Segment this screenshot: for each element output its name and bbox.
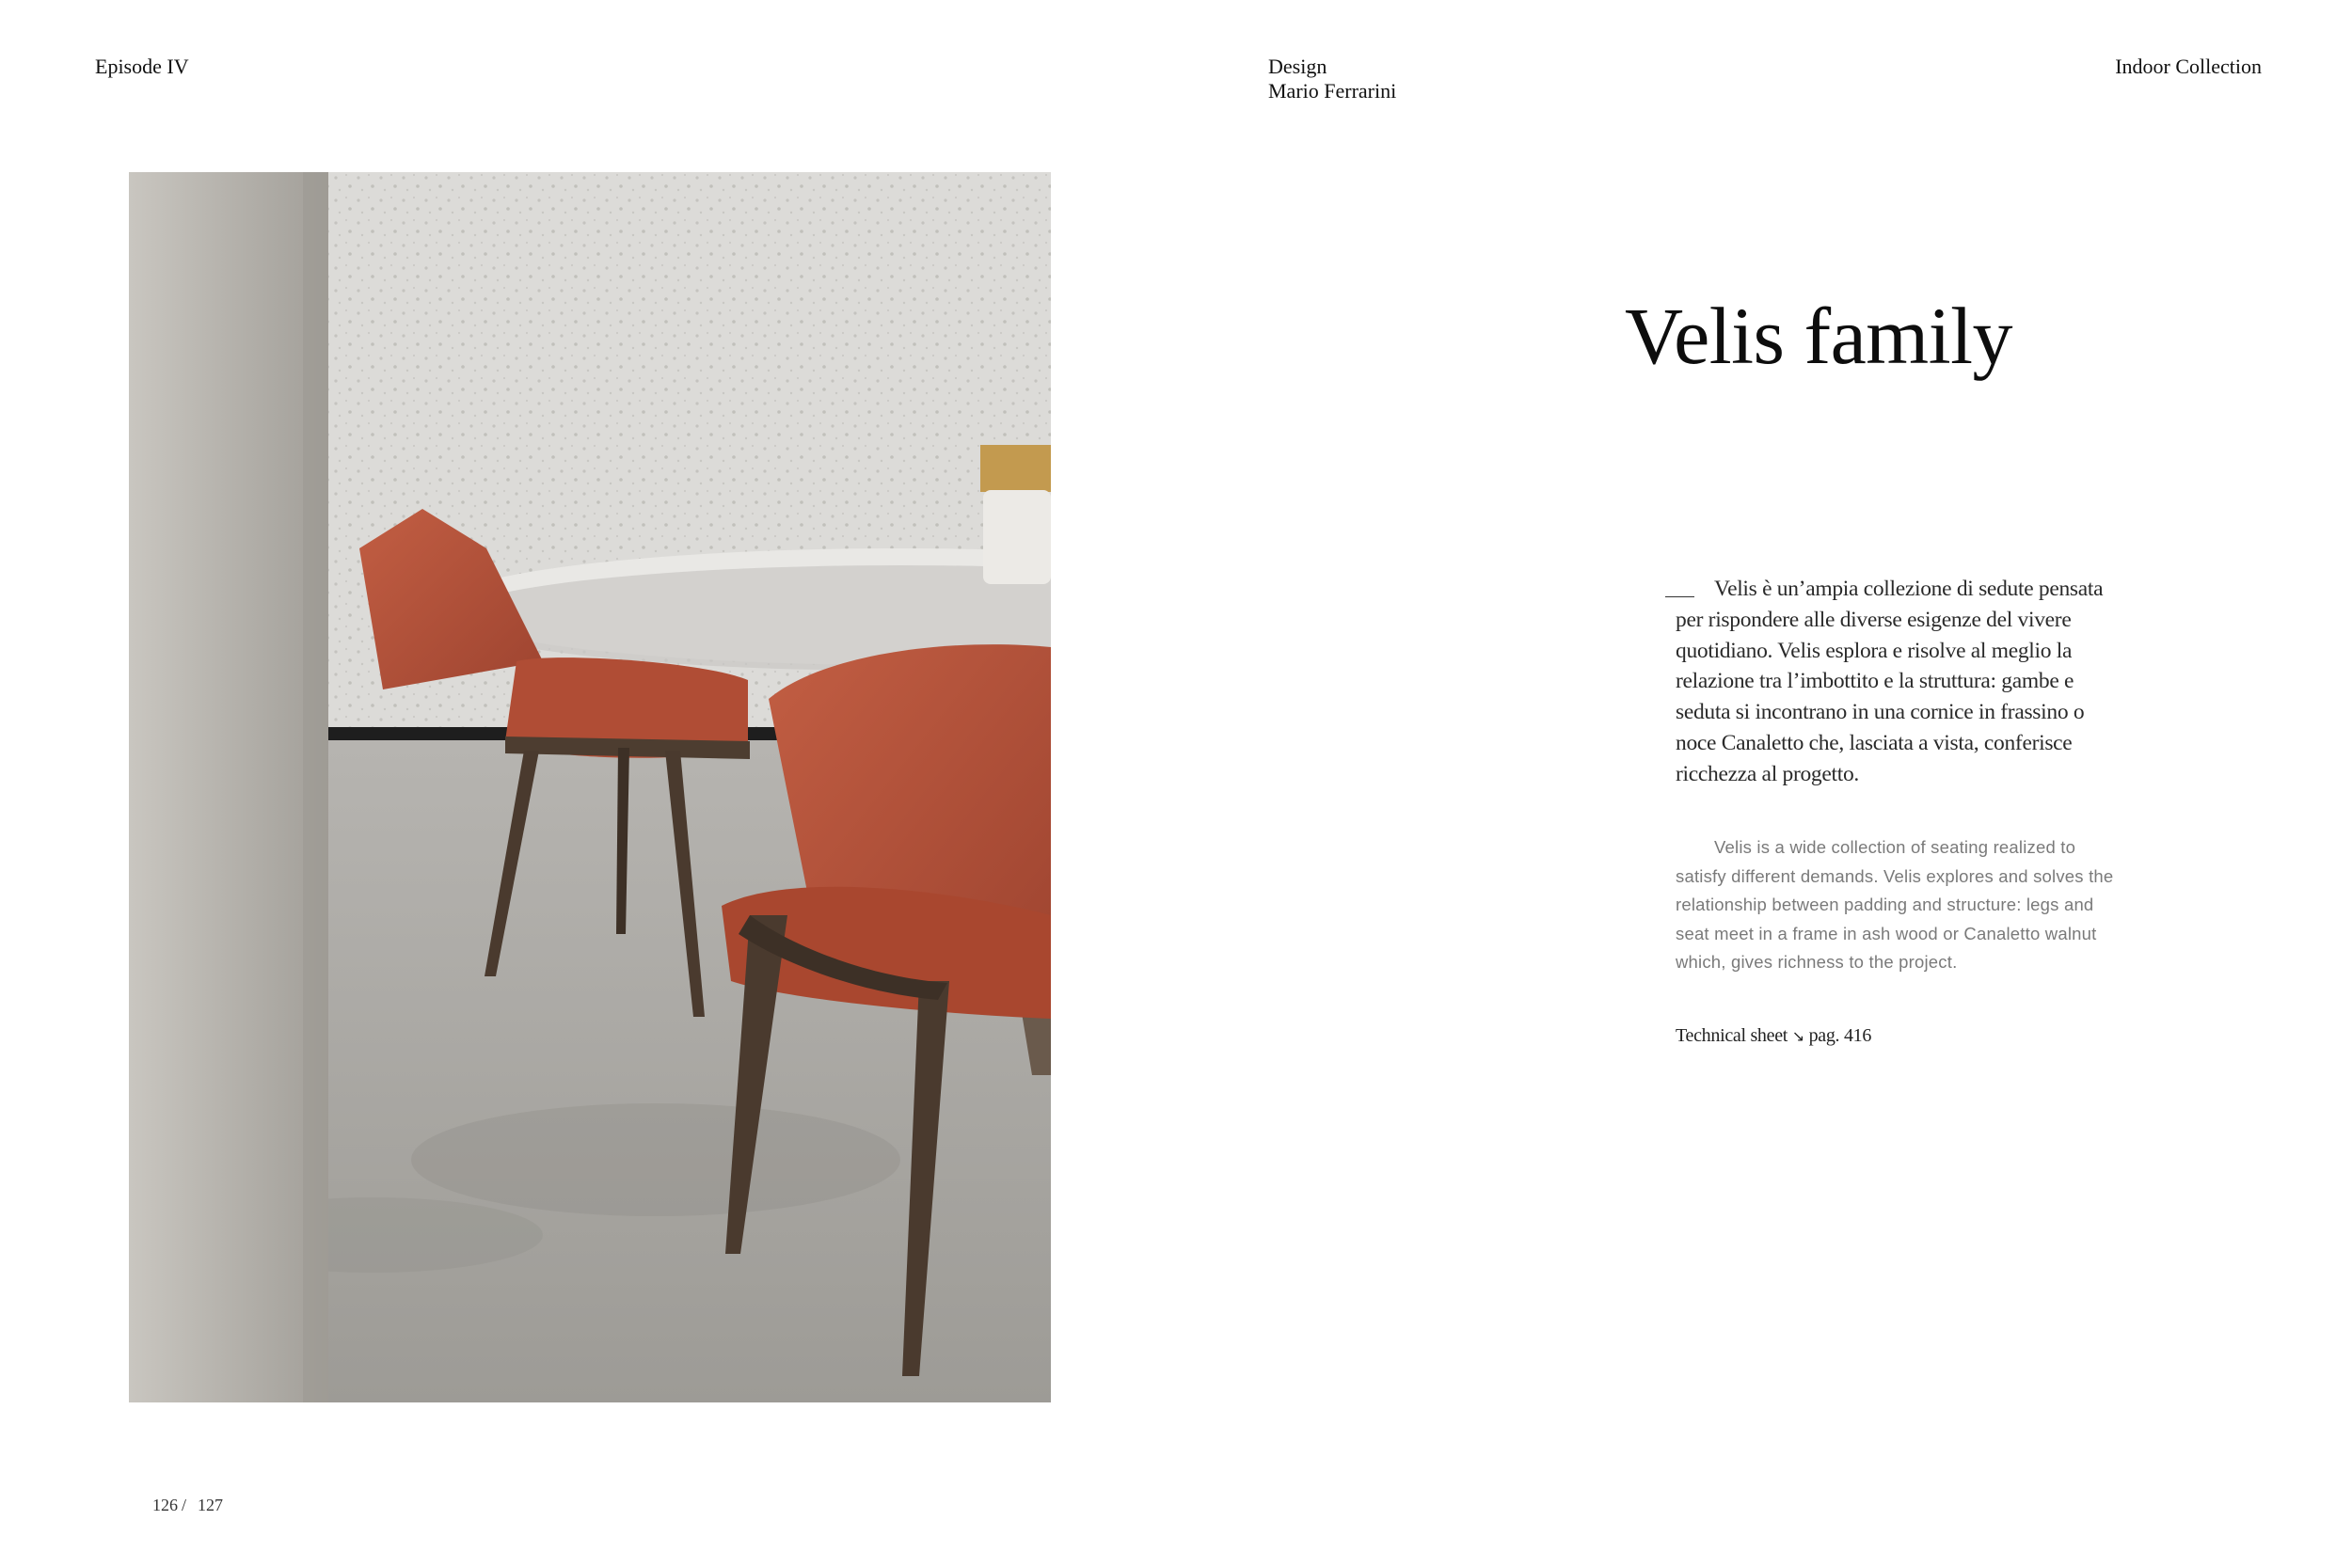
page-number-left: 126: [152, 1496, 178, 1514]
header-collection: Indoor Collection: [2115, 55, 2262, 78]
page-number-separator: /: [182, 1496, 187, 1514]
header-designer: [1268, 55, 1396, 103]
page-number-right: 127: [198, 1496, 224, 1514]
header-design-label: Design: [1268, 55, 1327, 78]
page-title: Velis family: [1625, 291, 2012, 381]
english-description: Velis is a wide collection of seating realized to satisfy different demands. Velis explores and solves the relationship between padding and structure: legs and seat meet in a frame in ash wood or Canaletto walnut which, gives richness to the project.: [1676, 837, 2114, 972]
header-designer-name: Mario Ferrarini: [1268, 79, 1397, 103]
technical-sheet-link[interactable]: [1676, 1024, 1871, 1048]
pillar: [129, 172, 328, 1402]
technical-sheet-label: Technical sheet: [1676, 1025, 1788, 1046]
header-episode: Episode IV: [95, 55, 189, 78]
technical-sheet-page: pag. 416: [1808, 1025, 1872, 1046]
product-photo: [129, 172, 1051, 1402]
italian-description: Velis è un’ampia collezione di sedute pensata per rispondere alle diverse esigenze del vivere quotidiano. Velis esplora e risolve al meglio la relazione tra l’imbottito e la struttura: gambe e seduta si incontrano in una cornice in frassino o noce Canaletto che, lasciata a vista, conferisce ricchezza al progetto.: [1676, 577, 2104, 786]
arrow-down-right-icon: ↘: [1791, 1027, 1804, 1045]
vase: [980, 445, 1051, 584]
page-numbers: [152, 1495, 223, 1515]
